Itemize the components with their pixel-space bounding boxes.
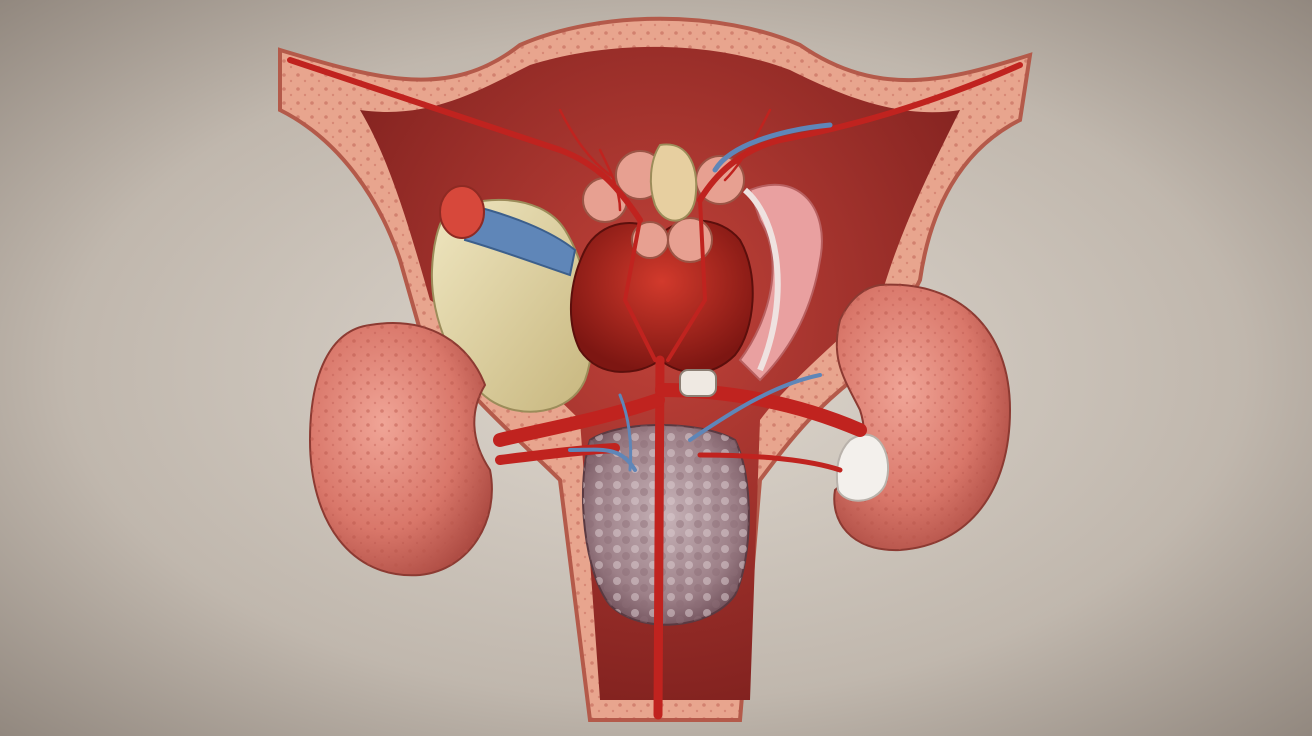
- small-gland: [680, 370, 716, 396]
- red-cap: [440, 186, 484, 238]
